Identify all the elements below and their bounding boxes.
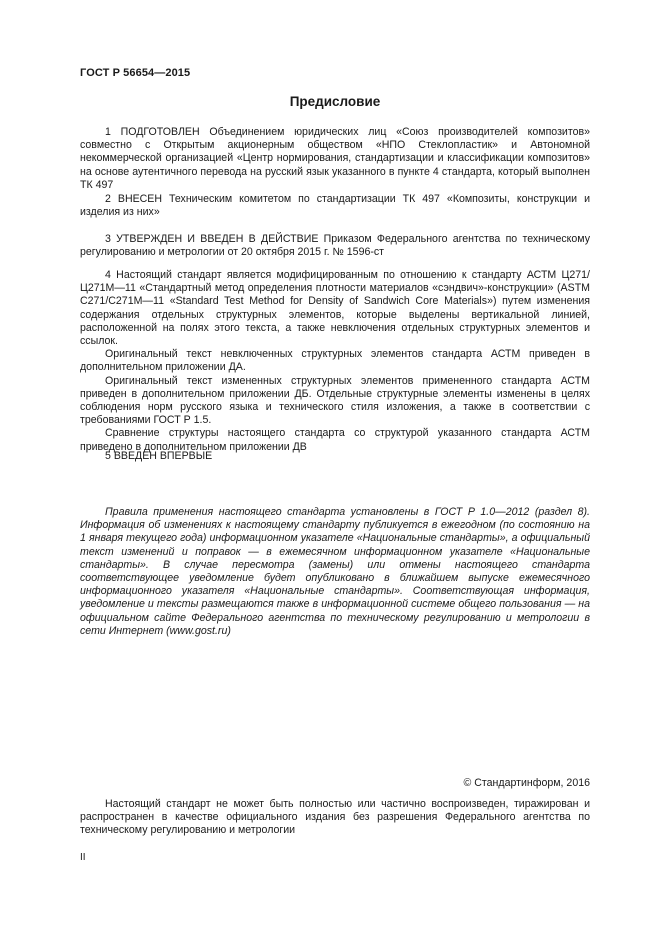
paragraph-2 (80, 193, 590, 219)
reproduction-notice (80, 798, 590, 838)
paragraph-5-text: 5 ВВЕДЕН ВПЕРВЫЕ (105, 450, 213, 462)
paragraph-4-note-dv: Сравнение структуры настоящего стандарта со структурой указанного стандарта АСТМ приведено в дополнительном приложении ДВ (80, 427, 590, 453)
paragraph-2-text: 2 ВНЕСЕН Техническим комитетом по стандартизации ТК 497 «Композиты, конструкции и изделия из них» (80, 193, 590, 219)
paragraph-4-main: 4 Настоящий стандарт является модифицированным по отношению к стандарту АСТМ Ц271/Ц271М—11 «Стандартный метод определения плотности материалов «сэндвич»-конструкции» (ASTM C271/C271M—11 «Standard Test Method for Density of Sandwich Core Materials») путем изменения содержания отдельных структурных элементов, которые выделены вертикальной линией, расположенной на полях этого текста, а также невключения отдельных структурных элементов и ссылок. (80, 269, 590, 348)
paragraph-3 (80, 233, 590, 259)
paragraph-4-note-db: Оригинальный текст измененных структурных элементов примененного стандарта АСТМ приведен в дополнительном приложении ДБ. Отдельные структурные элементы изменены в целях соблюдения норм русского языка и технического стиля изложения, а также в соответствии с требованиями ГОСТ Р 1.5. (80, 374, 590, 427)
application-notice (80, 506, 590, 638)
paragraph-5 (80, 450, 590, 463)
paragraph-1-text: 1 ПОДГОТОВЛЕН Объединением юридических лиц «Союз производителей композитов» совместно с Открытым акционерным обществом «НПО Стеклопластик» и Автономной некоммерческой организацией «Центр нормирования, стандартизации и классификации композитов» на основе аутентичного перевода на русский язык указанного в пункте 4 стандарта, который выполнен ТК 497 (80, 126, 590, 191)
application-notice-text: Правила применения настоящего стандарта установлены в ГОСТ Р 1.0—2012 (раздел 8). Информация об изменениях к настоящему стандарту публикуется в ежегодном (по состоянию на 1 января текущего года) информационном указателе «Национальные стандарты», а официальный текст изменений и поправок — в ежемесячном информационном указателе «Национальные стандарты». В случае пересмотра (замены) или отмены настоящего стандарта соответствующее уведомление будет опубликовано в ближайшем выпуске ежемесячного информационного указателя «Национальные стандарты». Соответствующая информация, уведомление и тексты размещаются также в информационной системе общего пользования — на официальном сайте Федерального агентства по техническому регулированию и метрологии в сети Интернет (www.gost.ru) (80, 506, 590, 637)
page-title: Предисловие (289, 94, 381, 109)
copyright-text: © Стандартинформ, 2016 (463, 777, 590, 789)
copyright (80, 777, 590, 790)
reproduction-notice-text: Настоящий стандарт не может быть полностью или частично воспроизведен, тиражирован и распространен в качестве официального издания без разрешения Федерального агентства по техническому регулированию и метрологии (80, 798, 590, 837)
paragraph-1 (80, 126, 590, 192)
document-id: ГОСТ Р 56654—2015 (80, 67, 191, 79)
paragraph-3-text: 3 УТВЕРЖДЕН И ВВЕДЕН В ДЕЙСТВИЕ Приказом Федерального агентства по техническому регулированию и метрологии от 20 октября 2015 г. № 1596-ст (80, 233, 590, 259)
paragraph-4-note-da: Оригинальный текст невключенных структурных элементов стандарта АСТМ приведен в дополнительном приложении ДА. (80, 348, 590, 374)
page-number: II (80, 852, 86, 863)
paragraph-4 (80, 269, 590, 454)
